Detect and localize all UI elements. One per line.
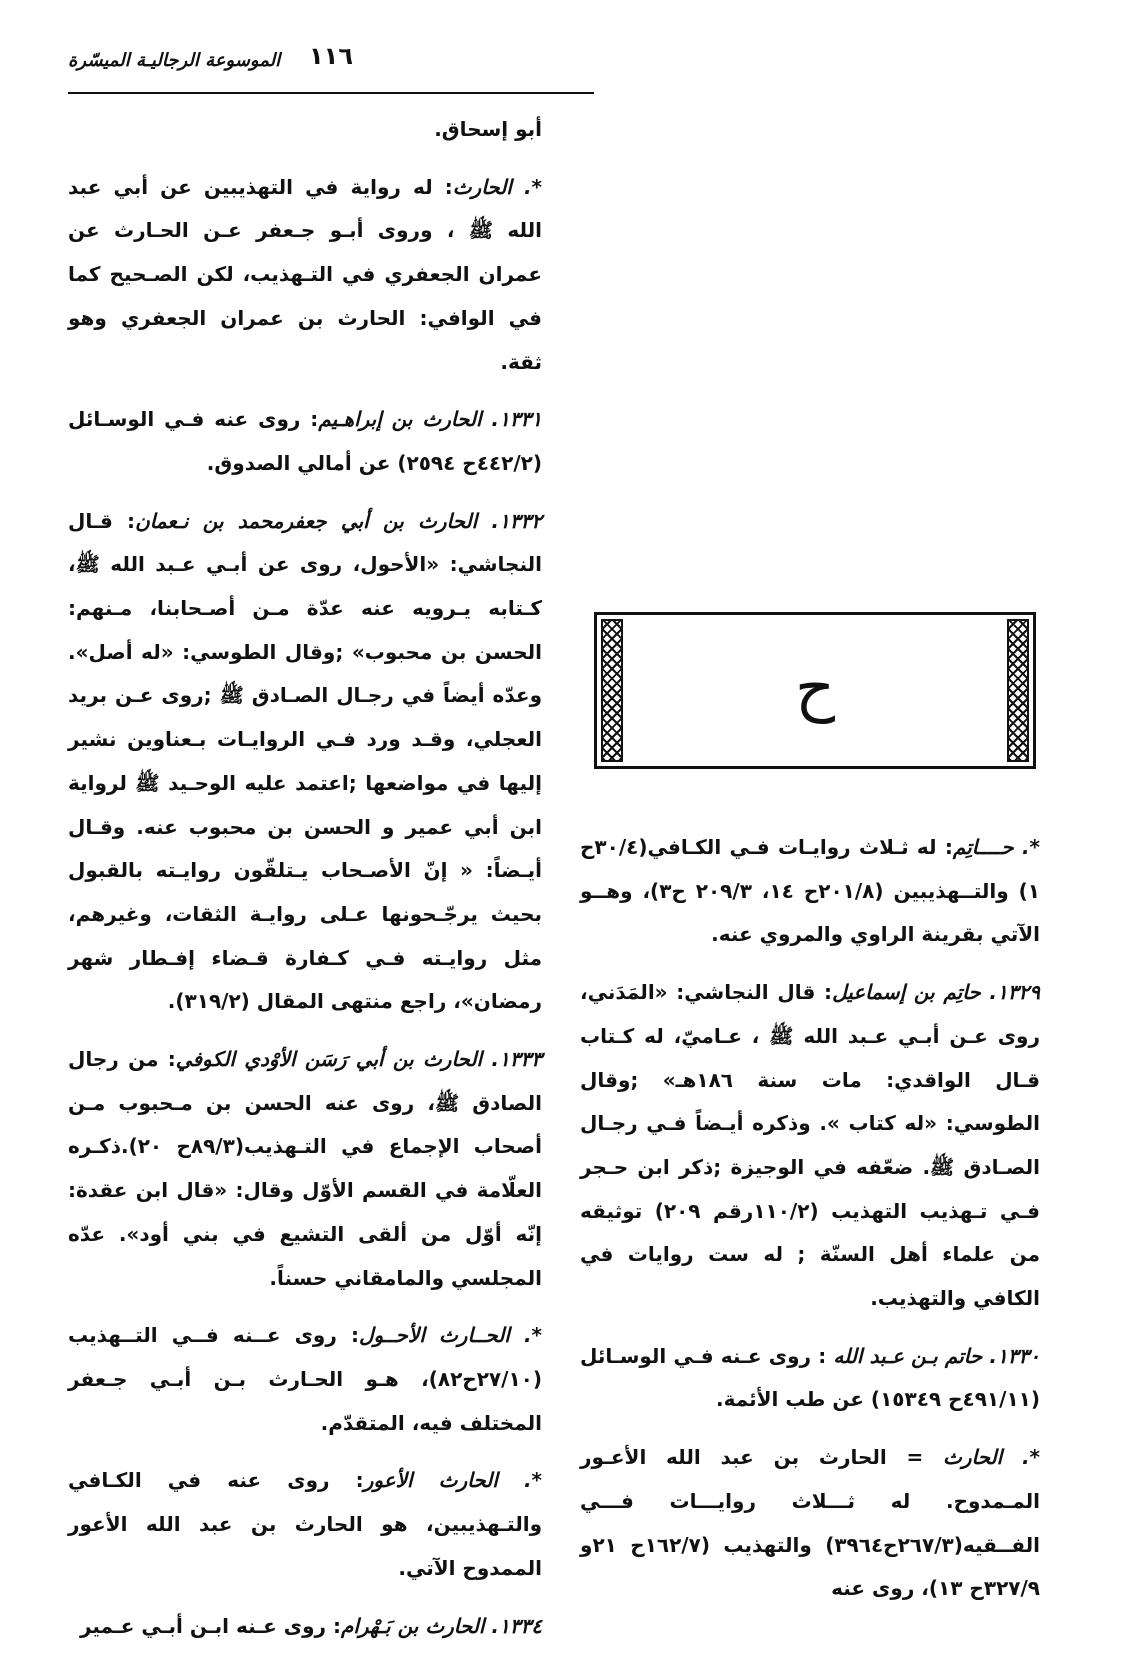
entry	[68, 166, 542, 385]
book-title: الموسوعة الرجاليـة الميسّرة	[68, 50, 281, 71]
entry-text: أبو إسحاق.	[434, 117, 542, 141]
entry	[580, 1436, 1040, 1611]
entry	[68, 1605, 542, 1649]
entry-heading: ١٣٢٩. حاتِم بن إسماعيل	[832, 980, 1040, 1005]
entry-heading: *. الحــارث الأحــول	[358, 1323, 542, 1348]
entry	[68, 1314, 542, 1445]
entry	[68, 1459, 542, 1590]
page-number: ١١٦	[309, 42, 353, 70]
entry-heading: ١٣٣٣. الحارث بن أبي رَسَن الأوْدي الكوفي	[175, 1047, 542, 1072]
right-column	[68, 108, 542, 1662]
entry	[68, 398, 542, 485]
entry-text: : روى عــنه فــي التــهذيب (٢٧/١٠ح٨٢)، هـو الحـارث بـن أبـي جـعفر المختلف فيه، المتقدّم.	[68, 1323, 542, 1435]
entry	[580, 971, 1040, 1321]
section-letter: ح	[794, 651, 836, 724]
entry	[68, 108, 542, 152]
entry-text: : قال النجاشي: «المَدَني، روى عـن أبـي عـبد الله ﷺ ، عـاميّ، له كـتاب قـال الواقدي: مات سنة ١٨٦هـ» ;وقال الطوسي: «له كتاب ». وذكره أيـضاً فـي رجـال الصـادق ﷺ. ضعّفه في الوجيزة ;ذكر ابن حـجر فـي تـهذيب التهذيب (١١٠/٢رقم ٢٠٩) توثيقه من علماء أهل السنّة ; له ست روايات في الكافي والتهذيب.	[580, 980, 1040, 1311]
section-letter-box	[594, 612, 1036, 769]
entry-heading: ١٣٣٢. الحارث بن أبي جعفرمحمد بن نـعمان	[135, 508, 542, 533]
entry-text: : قـال النجاشي: «الأحول، روى عن أبـي عـبد الله ﷺ، كـتابه يـرويه عنه عدّة مـن أصـحابنا، مـنهم: الحسن بن محبوب» ;وقال الطوسي: «له أصل». وعدّه أيضاً في رجـال الصـادق ﷺ ;روى عـن بريد العجلي، وقـد ورد فـي الروايـات بـعناوين نشير إليها في مواضعها ;اعتمد عليه الوحـيد ﷺ لرواية ابن أبي عمير و الحسن بن محبوب عنه. وقـال أيـضاً: « إنّ الأصـحاب يـتلقّون روايـته بالقبول بحيث يرجّـحونها عـلى روايـة الثقات، وغيرهم، مثل روايـته فـي كـفارة قـضاء إفـطار شهر رمضان»، راجع منتهى المقال (٣١٩/٢).	[68, 508, 542, 1014]
entry-heading: *. حــــاتِم	[952, 835, 1041, 859]
entry-text: : روى عنه في الكـافي والتـهذيبين، هو الحارث بن عبد الله الأعور الممدوح الآتي.	[68, 1468, 542, 1580]
page-header	[68, 40, 594, 94]
entry	[580, 826, 1040, 957]
entry-text: = الحارث بن عبد الله الأعـور المـمدوح. له ثـــلاث روايـــات فـــي الفــقيه(٢٦٧/٣ح٣٩٦٤) والتهذيب (١٦٢/٧ح ٢١و ٣٢٧/٩ح ١٣)، روى عنه	[580, 1445, 1040, 1601]
entry-text: : روى عـنه ابـن أبـي عـمير	[79, 1613, 341, 1638]
entry-heading: *. الحارث	[943, 1445, 1040, 1470]
left-column	[580, 826, 1040, 1625]
entry-text: : له ثـلاث روايـات فـي الكـافي(٣٠/٤ح ١) والتــهذيبين (٢٠١/٨ح ١٤، ٢٠٩/٣ ح٣)، وهــو الآتي بقرينة الراوي والمروي عنه.	[580, 835, 1040, 947]
entry-heading: *. الحارث	[452, 174, 542, 199]
entry-text: : له رواية في التهذيبين عن أبي عبد الله ﷺ ، وروى أبـو جـعفر عـن الحـارث عن عمران الجعفري في التـهذيب، لكن الصـحيح كما في الوافي: الحارث بن عمران الجعفري وهو ثقة.	[68, 174, 542, 374]
entry-heading: ١٣٣٤. الحارث بن بَـهْرام	[340, 1613, 542, 1638]
entry	[68, 1038, 542, 1300]
entry-text: : روى عـنه فـي الوسـائل (٤٩١/١١ح ١٥٣٤٩) عن طب الأئمة.	[580, 1343, 1040, 1412]
entry-heading: ١٣٣٠. حاتم بـن عـبد الله	[833, 1343, 1040, 1368]
entry-text: : روى عنه فـي الوسـائل (٤٤٢/٢ح ٢٥٩٤) عن أمالي الصدوق.	[68, 407, 542, 475]
entry-heading: ١٣٣١. الحارث بن إبراهـيم	[318, 407, 542, 432]
entry-heading: *. الحارث الأعور	[363, 1468, 542, 1493]
entry	[580, 1335, 1040, 1422]
entry	[68, 500, 542, 1024]
entry-text: : من رجال الصادق ﷺ، روى عنه الحسن بن مـحبوب مـن أصحاب الإجماع في التـهذيب(٨٩/٣ح ٢٠).ذكـره العلّامة في القسم الأوّل وقال: «قال ابن عقدة: إنّه أوّل من ألقى التشيع في بني أود». عدّه المجلسي والمامقاني حسناً.	[68, 1047, 542, 1290]
